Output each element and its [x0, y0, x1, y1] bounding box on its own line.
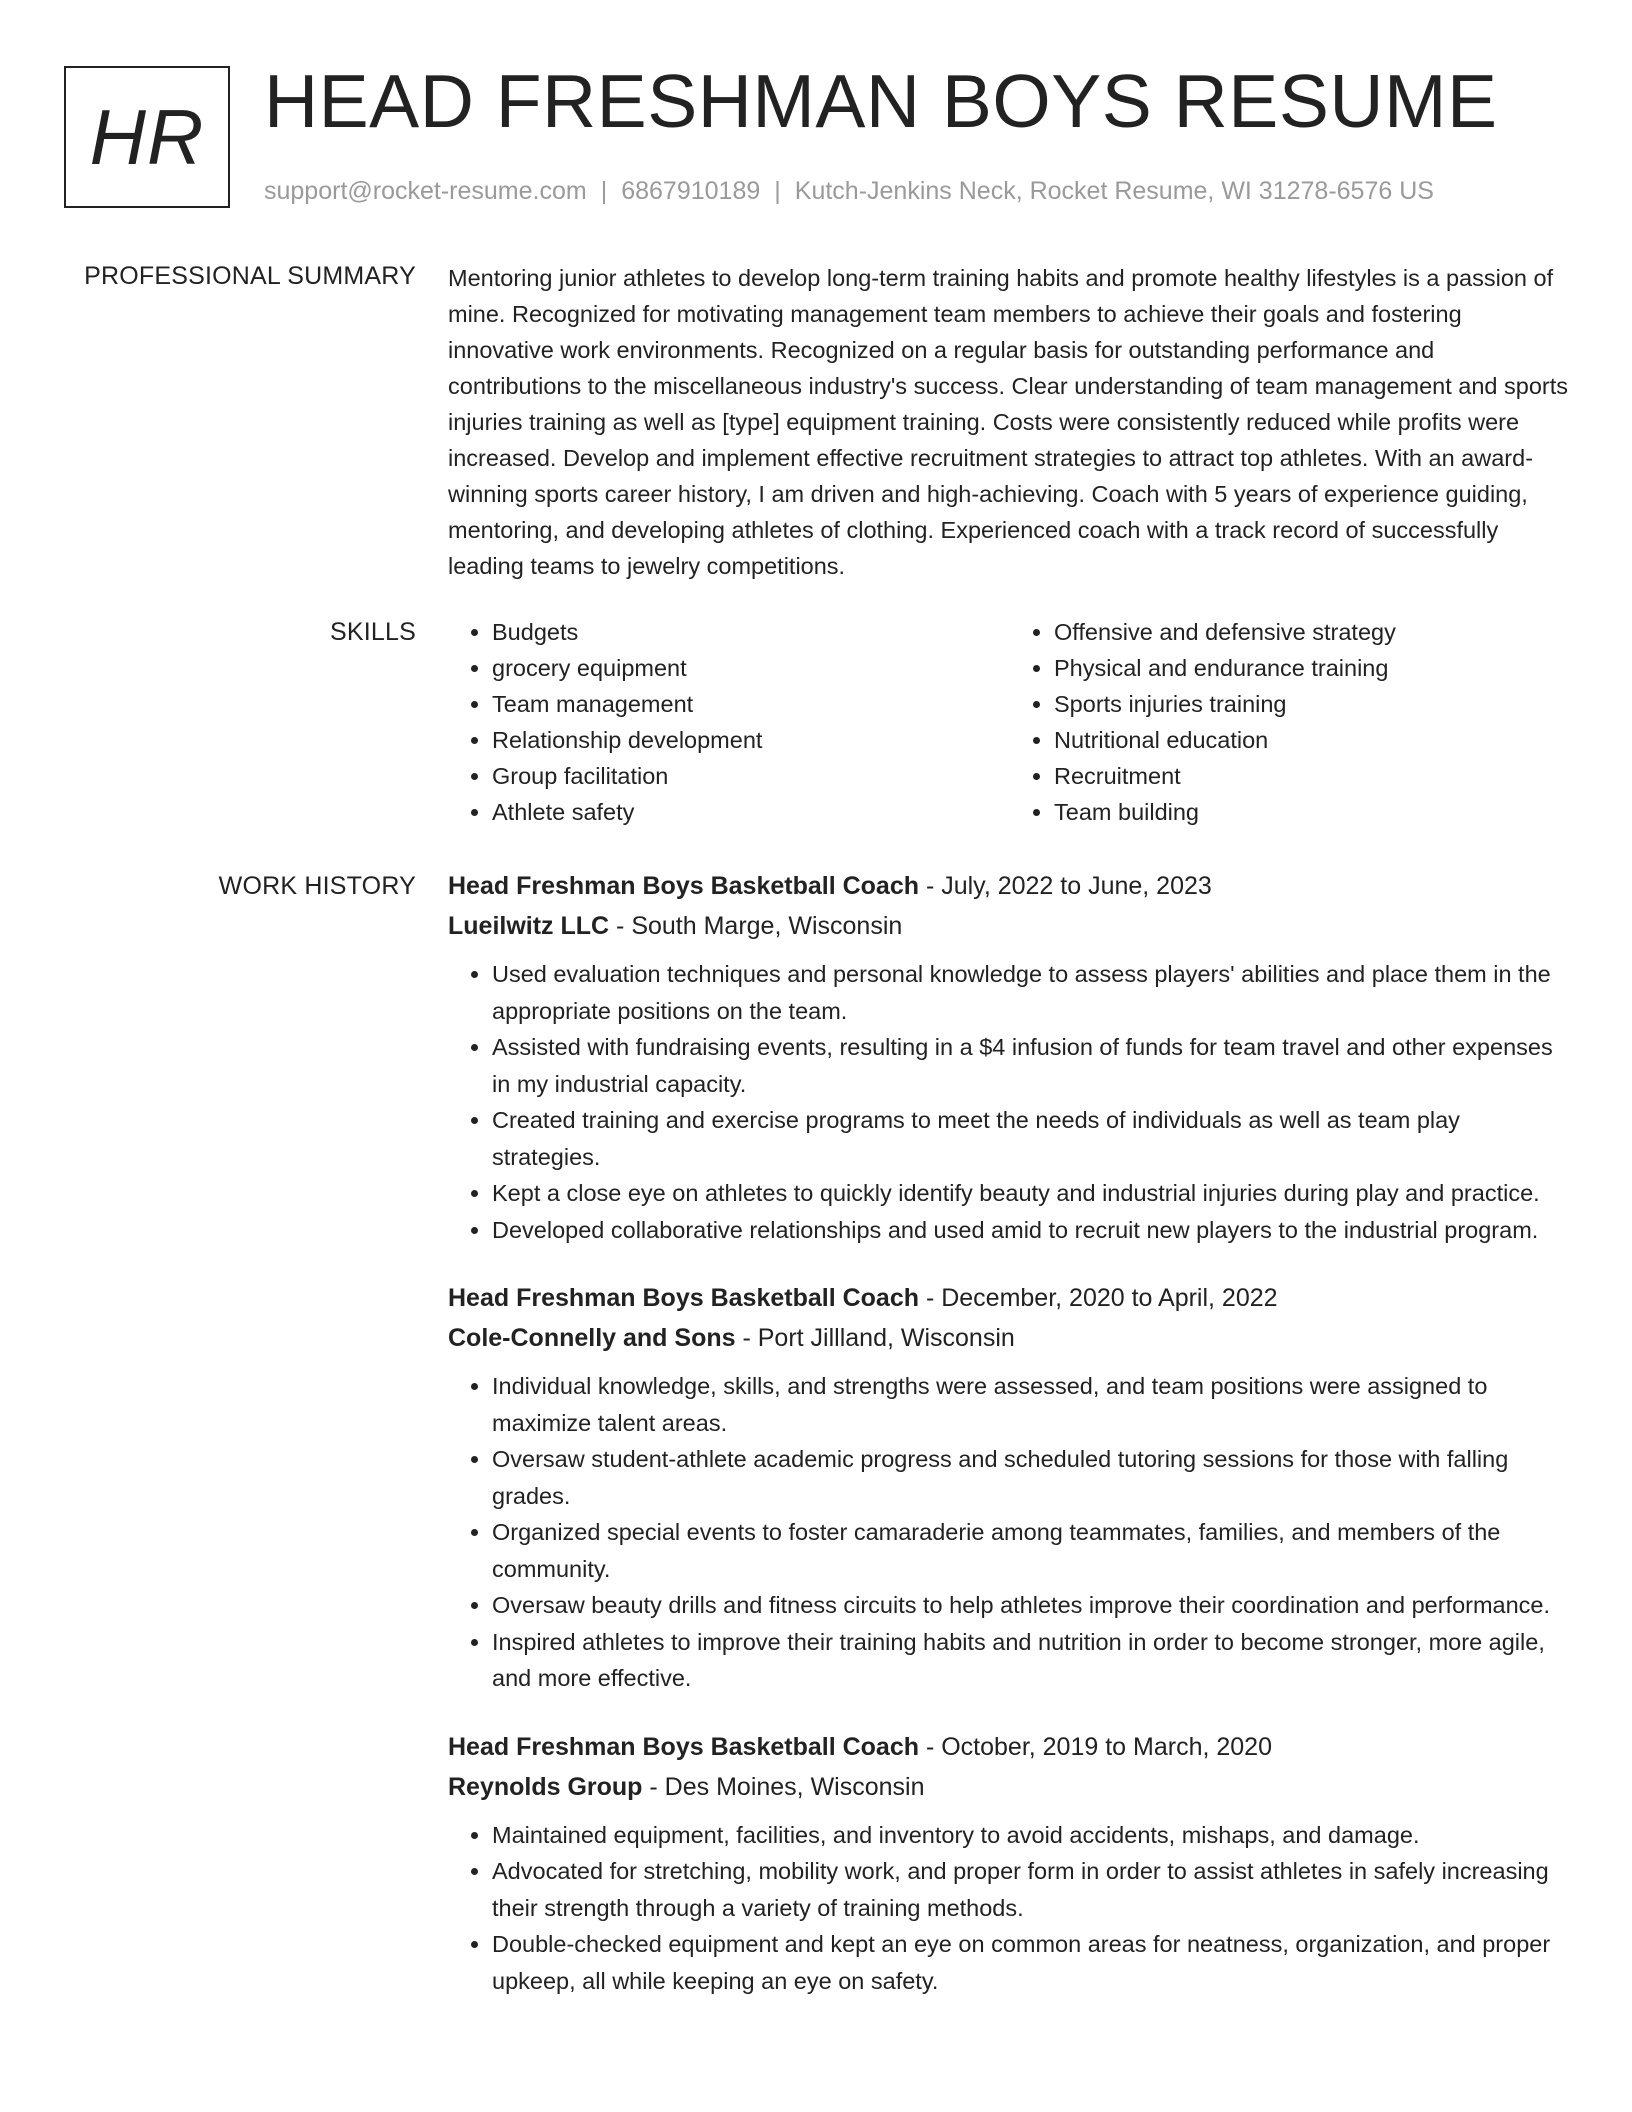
- skill-item: • Relationship development: [492, 722, 1010, 758]
- summary-heading: PROFESSIONAL SUMMARY: [84, 262, 416, 290]
- job-bullet: • Oversaw student-athlete academic progress and scheduled tutoring sessions for those with falling grades.: [492, 1441, 1572, 1514]
- job-dates: - October, 2019 to March, 2020: [919, 1732, 1272, 1761]
- job-entry: [448, 866, 1572, 1248]
- job-bullet: • Inspired athletes to improve their training habits and nutrition in order to become stronger, more agile, and more effective.: [492, 1624, 1572, 1697]
- job-bullet: • Used evaluation techniques and personal knowledge to assess players' abilities and place them in the appropriate positions on the team.: [492, 956, 1572, 1029]
- skill-item: • Team management: [492, 686, 1010, 722]
- skill-item: • Nutritional education: [1054, 722, 1572, 758]
- skill-item: • Offensive and defensive strategy: [1054, 614, 1572, 650]
- job-bullet-list: [448, 1817, 1572, 2000]
- job-entry: [448, 1278, 1572, 1697]
- work-history-heading: WORK HISTORY: [218, 872, 416, 900]
- job-bullet-list: [448, 956, 1572, 1248]
- monogram-box: [64, 66, 230, 208]
- job-company-line: [448, 1767, 1572, 1807]
- resume-title: HEAD FRESHMAN BOYS RESUME: [264, 59, 1498, 143]
- job-bullet: • Created training and exercise programs to meet the needs of individuals as well as team play strategies.: [492, 1102, 1572, 1175]
- job-bullet: • Double-checked equipment and kept an eye on common areas for neatness, organization, and proper upkeep, all while keeping an eye on safety.: [492, 1926, 1572, 1999]
- monogram-initials: HR: [89, 92, 205, 181]
- skill-item: • Physical and endurance training: [1054, 650, 1572, 686]
- skill-item: • Budgets: [492, 614, 1010, 650]
- contact-separator: |: [600, 177, 608, 205]
- job-location: - Port Jillland, Wisconsin: [735, 1324, 1015, 1352]
- skills-list: [448, 614, 1572, 830]
- job-title-line: [448, 866, 1572, 906]
- job-entry: [448, 1727, 1572, 2000]
- summary-text: Mentoring junior athletes to develop long-term training habits and promote healthy lifestyles is a passion of mine. Recognized for motivating management team members to achieve their goals and fostering innovative work environments. Recognized on a regular basis for outstanding performance and contributions to the miscellaneous industry's success. Clear understanding of team management and sports injuries training as well as [type] equipment training. Costs were consistently reduced while profits were increased. Develop and implement effective recruitment strategies to attract top athletes. With an award-winning sports career history, I am driven and high-achieving. Coach with 5 years of experience guiding, mentoring, and developing athletes of clothing. Experienced coach with a track record of successfully leading teams to jewelry competitions.: [448, 265, 1569, 579]
- job-bullet: • Advocated for stretching, mobility work, and proper form in order to assist athletes in safely increasing their strength through a variety of training methods.: [492, 1853, 1572, 1926]
- contact-separator: |: [774, 177, 781, 205]
- job-company: Cole-Connelly and Sons: [448, 1324, 736, 1352]
- job-bullet: • Maintained equipment, facilities, and inventory to avoid accidents, mishaps, and damage.: [492, 1817, 1572, 1854]
- skill-item: • Recruitment: [1054, 758, 1572, 794]
- job-company: Reynolds Group: [448, 1772, 643, 1801]
- job-bullet: • Individual knowledge, skills, and strengths were assessed, and team positions were assigned to maximize talent areas.: [492, 1368, 1572, 1441]
- contact-phone: 6867910189: [621, 177, 761, 205]
- job-bullet-list: [448, 1368, 1572, 1697]
- job-bullet: • Oversaw beauty drills and fitness circuits to help athletes improve their coordination and performance.: [492, 1587, 1572, 1624]
- job-company-line: [448, 906, 1572, 946]
- job-dates: - July, 2022 to June, 2023: [919, 872, 1212, 900]
- job-location: - South Marge, Wisconsin: [609, 912, 903, 940]
- jobs-list: [448, 866, 1572, 2029]
- contact-address: Kutch-Jenkins Neck, Rocket Resume, WI 31278-6576 US: [794, 177, 1434, 205]
- skill-item: • Team building: [1054, 794, 1572, 830]
- contact-email: support@rocket-resume.com: [264, 177, 587, 205]
- job-location: - Des Moines, Wisconsin: [642, 1772, 925, 1801]
- skill-item: • Group facilitation: [492, 758, 1010, 794]
- job-title-line: [448, 1727, 1572, 1767]
- skills-column-right: [1010, 614, 1572, 830]
- job-company: Lueilwitz LLC: [448, 912, 610, 940]
- job-company-line: [448, 1318, 1572, 1358]
- job-title: Head Freshman Boys Basketball Coach: [448, 1284, 919, 1312]
- job-bullet: • Organized special events to foster camaraderie among teammates, families, and members of the community.: [492, 1514, 1572, 1587]
- skills-column-left: [448, 614, 1010, 830]
- job-dates: - December, 2020 to April, 2022: [919, 1284, 1278, 1312]
- job-bullet: • Assisted with fundraising events, resulting in a $4 infusion of funds for team travel and other expenses in my industrial capacity.: [492, 1029, 1572, 1102]
- job-title: Head Freshman Boys Basketball Coach: [448, 1732, 919, 1761]
- job-title: Head Freshman Boys Basketball Coach: [448, 872, 919, 900]
- skill-item: • Sports injuries training: [1054, 686, 1572, 722]
- job-bullet: • Developed collaborative relationships and used amid to recruit new players to the industrial program.: [492, 1212, 1572, 1249]
- skill-item: • grocery equipment: [492, 650, 1010, 686]
- skills-heading: SKILLS: [330, 618, 416, 646]
- contact-line: [264, 174, 1434, 208]
- job-title-line: [448, 1278, 1572, 1318]
- skill-item: • Athlete safety: [492, 794, 1010, 830]
- job-bullet: • Kept a close eye on athletes to quickly identify beauty and industrial injuries during play and practice.: [492, 1175, 1572, 1212]
